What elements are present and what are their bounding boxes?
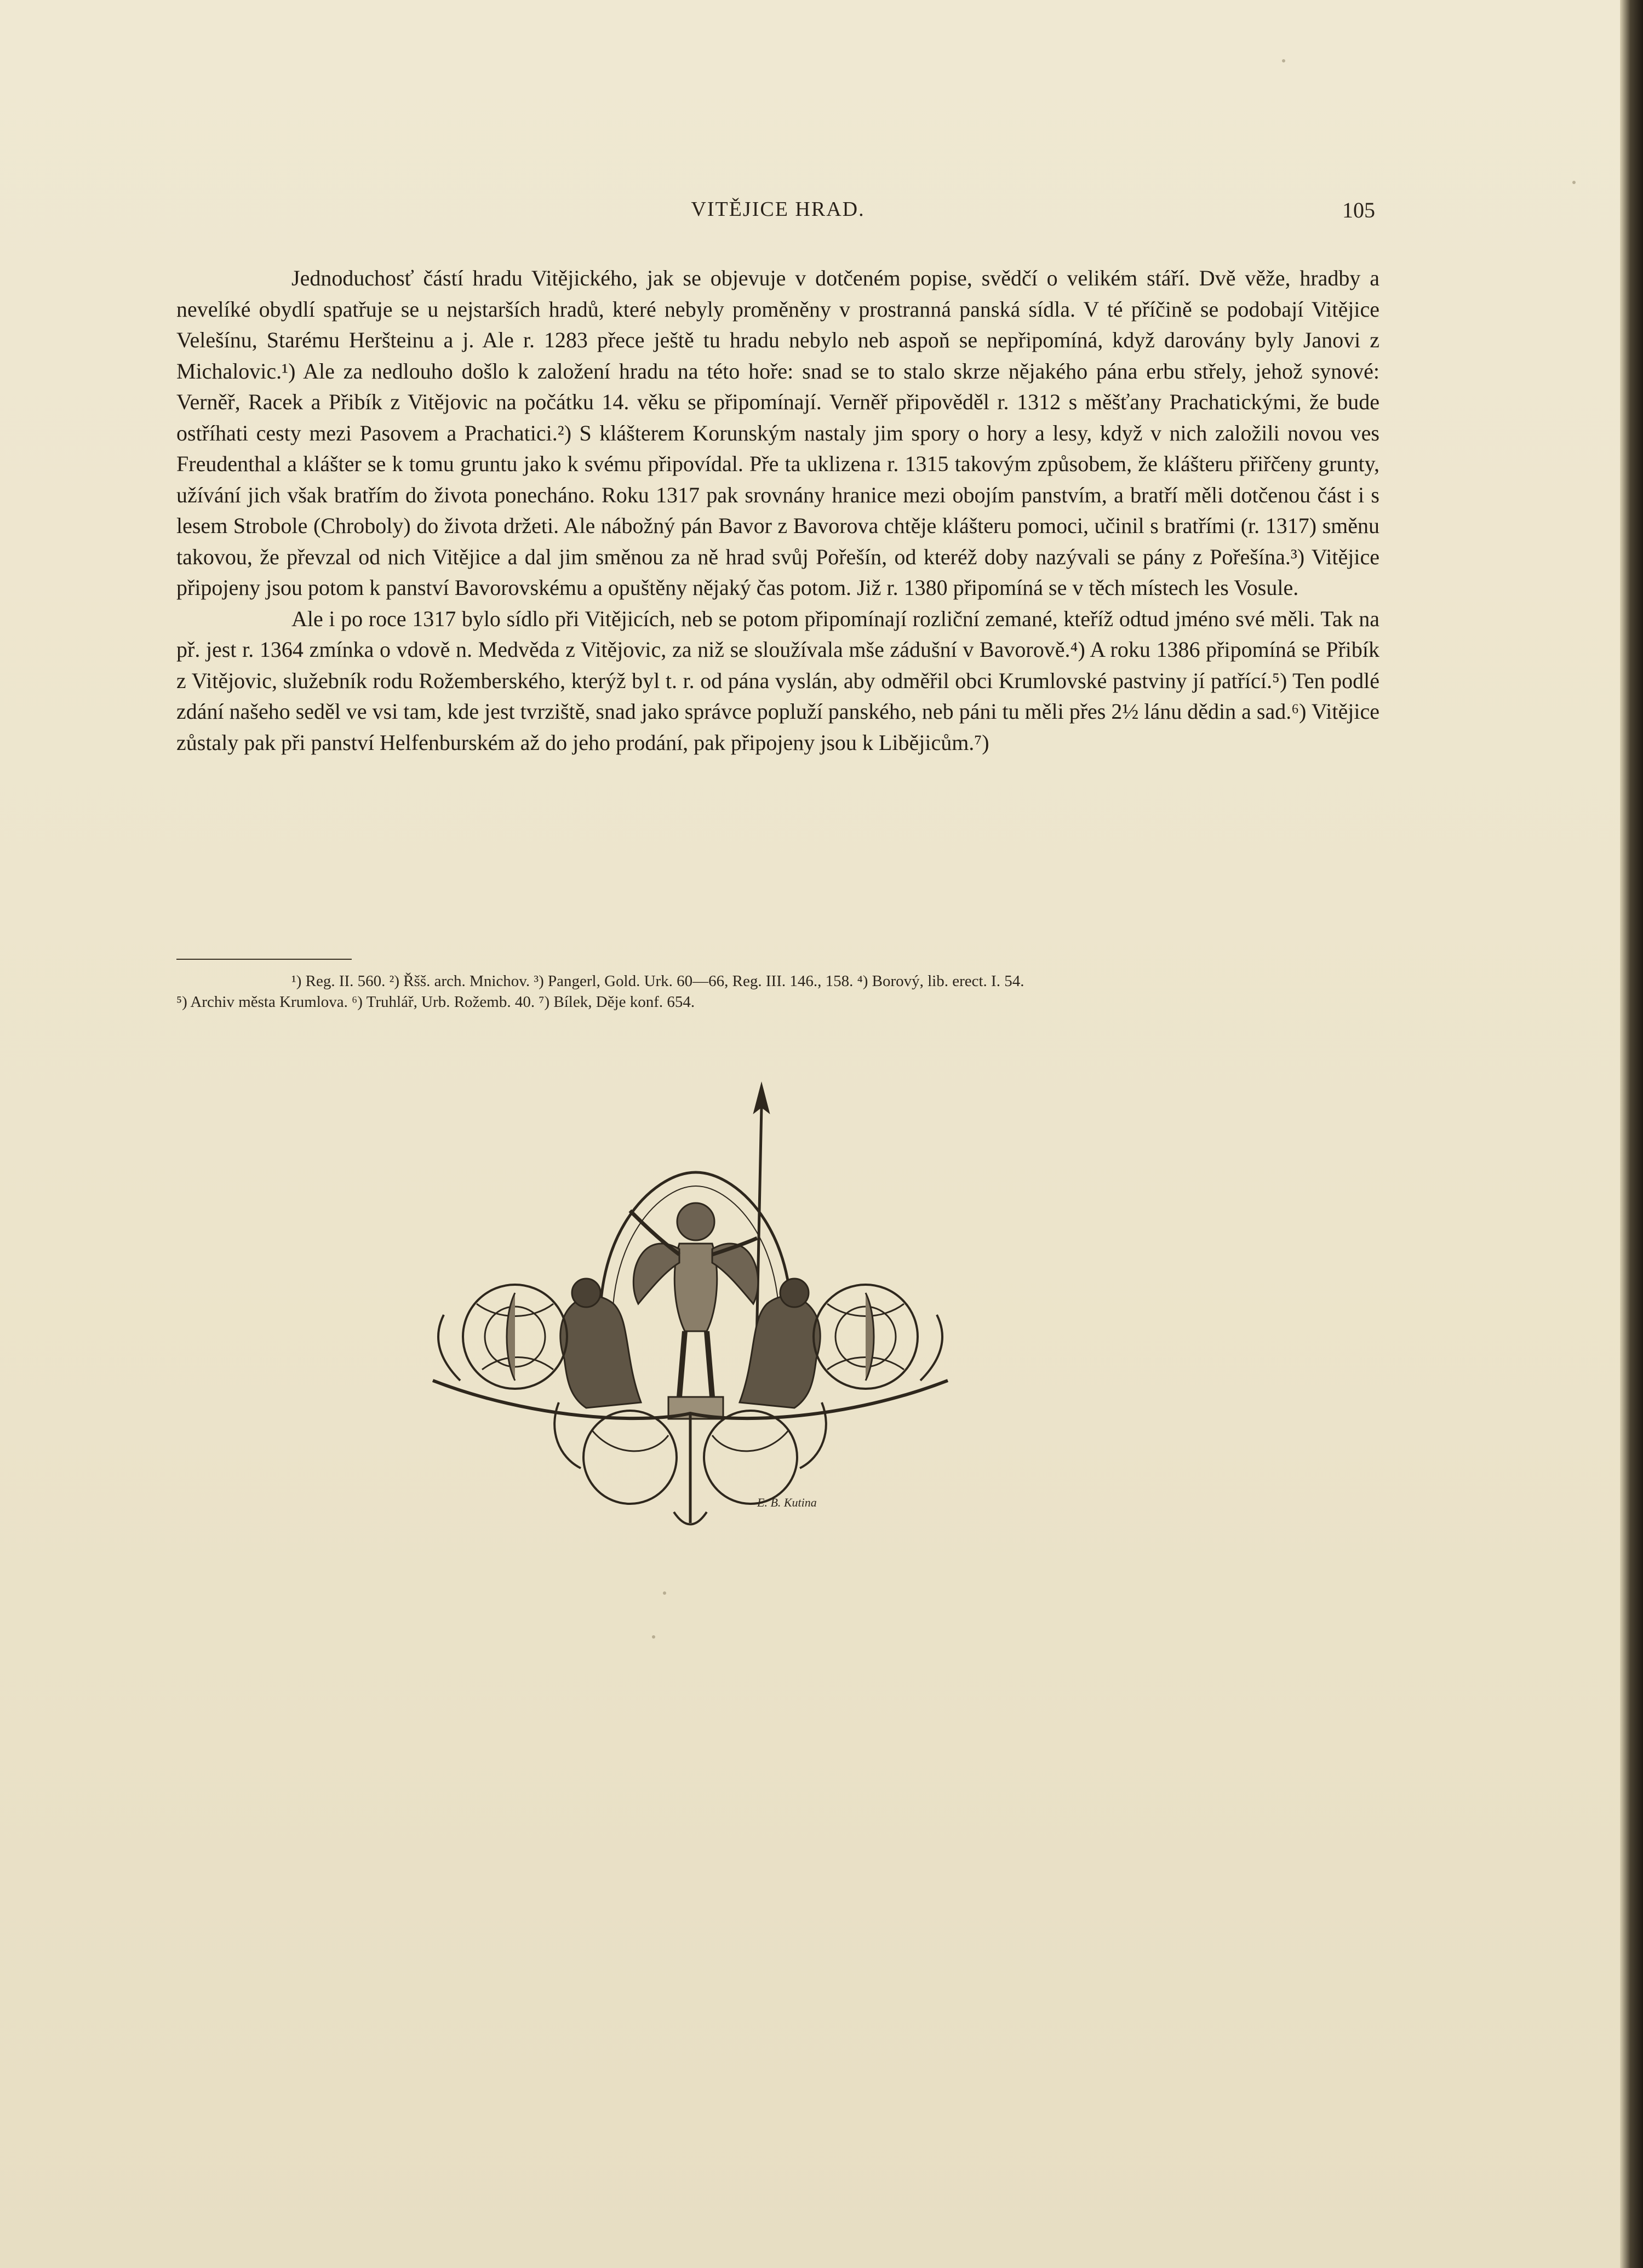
footnote-line: ⁵) Archiv města Krumlova. ⁶) Truhlář, Urb. Rožemb. 40. ⁷) Bílek, Děje konf. 654.: [176, 993, 695, 1011]
body-text: [176, 263, 1379, 758]
ornament-signature: E. B. Kutina: [757, 1496, 817, 1509]
running-title: VITĚJICE HRAD.: [691, 198, 865, 221]
paper-speck: [652, 1635, 655, 1639]
footnote-rule: [176, 959, 352, 960]
paragraph: Jednoduchosť částí hradu Vitějického, jak se objevuje v dotčeném popise, svědčí o velikém stáří. Dvě věže, hradby a nevelíké obydlí spatřuje se u nejstarších hradů, které nebyly proměněny v prostranná panská sídla. V té příčině se podobají Vitějice Velešínu, Starému Heršteinu a j. Ale r. 1283 přece ještě tu hradu nebylo neb aspoň se nepřipomíná, když darovány byly Janovi z Michalovic.¹) Ale za nedlouho došlo k založení hradu na této hoře: snad se to stalo skrze nějakého pána erbu střely, jehož synové: Verněř, Racek a Přibík z Vitějovic na počátku 14. věku se připomínají. Verněř připověděl r. 1312 s měšťany Prachatickými, že bude ostříhati cesty mezi Pasovem a Prachatici.²) S klášterem Korunským nastaly jim spory o hory a lesy, když v nich založili novou ves Freudenthal a klášter se k tomu gruntu jako k svému připovídal. Pře ta uklizena r. 1315 takovým způsobem, že klášteru přiřčeny grunty, užívání jich však bratřím do života ponecháno. Roku 1317 pak srovnány hranice mezi obojím panstvím, a bratří měli dotčenou část i s lesem Strobole (Chroboly) do života držeti. Ale nábožný pán Bavor z Bavorova chtěje klášteru pomoci, učinil s bratřími (r. 1317) směnu takovou, že převzal od nich Vitějice a dal jim směnou za ně hrad svůj Pořešín, od kteréž doby nazývali se pány z Pořešína.³) Vitějice připojeny jsou potom k panství Bavorovskému a opuštěny nějaký čas potom. Již r. 1380 připomíná se v těch místech les Vosule.: [176, 266, 1379, 600]
paper-speck: [1282, 59, 1285, 62]
paragraph: Ale i po roce 1317 bylo sídlo při Vitějicích, neb se potom připomínají rozliční zemané, kteříž odtud jméno své měli. Tak na př. jest r. 1364 zmínka o vdově n. Medvěda z Vitějovic, za niž se sloužívala mše zádušní v Bavorově.⁴) A roku 1386 připomíná se Přibík z Vitějovic, služebník rodu Rožemberského, kterýž byl t. r. od pána vyslán, aby odměřil obci Krumlovské pastviny jí patřící.⁵) Ten podlé zdání našeho seděl ve vsi tam, kde jest tvrziště, snad jako správce popluží panského, neb páni tu měli přes 2½ lánu dědin a sad.⁶) Vitějice zůstaly pak při panství Helfenburském až do jeho prodání, pak připojeny jsou k Libějicům.⁷): [176, 606, 1379, 755]
book-spine-edge: [1620, 0, 1643, 2268]
running-head: [181, 197, 1375, 230]
paper-speck: [1572, 181, 1576, 184]
cherub-griffin-vignette-icon: [422, 1074, 959, 1545]
footnote-line: ¹) Reg. II. 560. ²) Řšš. arch. Mnichov. ³) Pangerl, Gold. Urk. 60—66, Reg. III. 146., 158. ⁴) Borový, lib. erect. I. 54.: [291, 972, 1024, 990]
page-number: 105: [1342, 198, 1375, 222]
paper-speck: [663, 1591, 666, 1595]
footnotes: [176, 971, 1379, 1012]
